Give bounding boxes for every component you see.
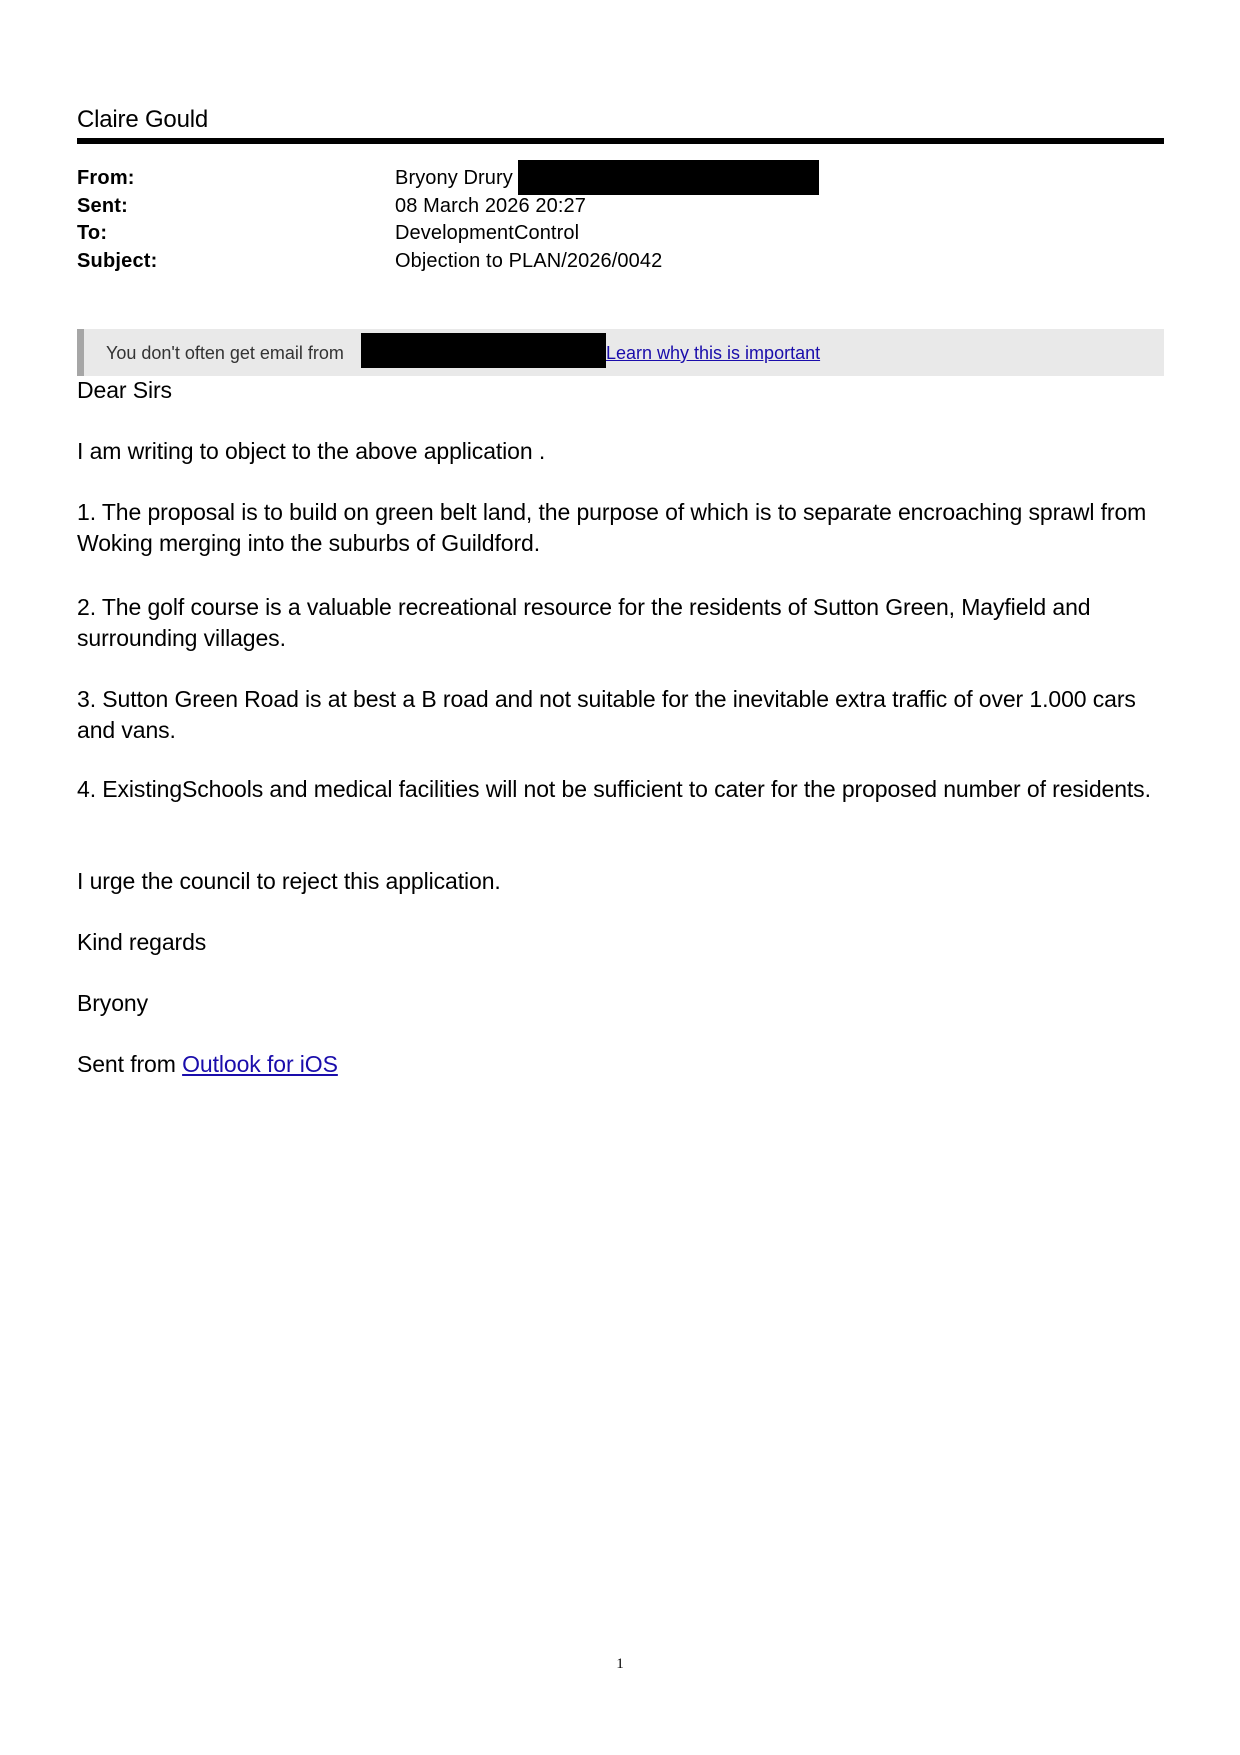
redacted-banner-email [361,333,606,368]
from-value: Bryony Drury [395,167,513,189]
objection-point-3: 3. Sutton Green Road is at best a B road and not suitable for the inevitable extra traffic of over 1.000 cars and vans. [77,686,1136,743]
mailbox-owner-name: Claire Gould [77,106,208,133]
banner-text: You don't often get email from [106,343,344,363]
learn-why-link[interactable]: Learn why this is important [606,343,821,363]
page-number: 1 [616,1656,624,1672]
redacted-sender-email [518,160,819,195]
sent-from-text: Sent from [77,1051,176,1077]
subject-value: Objection to PLAN/2026/0042 [395,250,663,272]
sent-value: 08 March 2026 20:27 [395,195,586,217]
sent-from-line [77,1049,1167,1080]
objection-point-4: 4. ExistingSchools and medical facilities will not be sufficient to cater for the proposed number of residents. [77,776,1151,802]
to-value: DevelopmentControl [395,222,580,244]
greeting: Dear Sirs [77,377,172,403]
signature: Bryony [77,990,148,1016]
urge-paragraph: I urge the council to reject this application. [77,868,501,894]
to-label: To: [77,222,108,244]
from-label: From: [77,167,135,189]
objection-point-2: 2. The golf course is a valuable recreational resource for the residents of Sutton Green, Mayfield and surrounding villages. [77,594,1091,651]
header-divider [77,138,1164,144]
intro-paragraph: I am writing to object to the above application . [77,438,546,464]
outlook-for-ios-link[interactable]: Outlook for iOS [182,1051,338,1077]
objection-point-1: 1. The proposal is to build on green belt land, the purpose of which is to separate encroaching sprawl from Woking merging into the suburbs of Guildford. [77,499,1147,556]
sent-label: Sent: [77,195,128,217]
closing: Kind regards [77,929,207,955]
subject-label: Subject: [77,250,158,272]
